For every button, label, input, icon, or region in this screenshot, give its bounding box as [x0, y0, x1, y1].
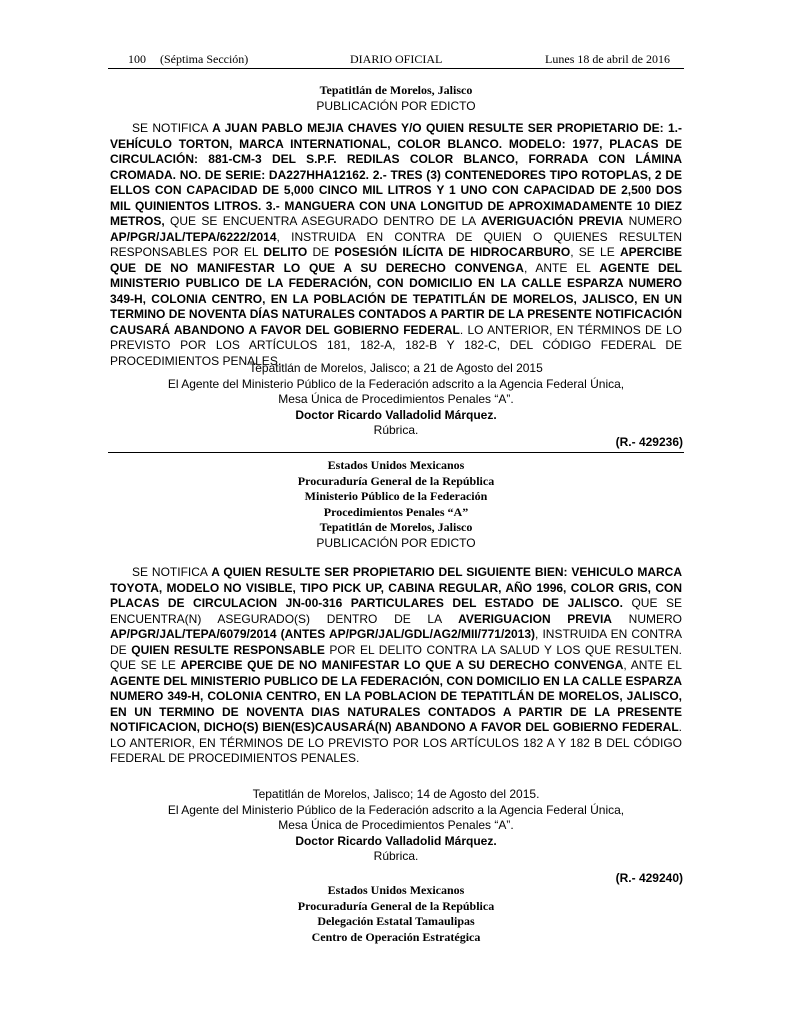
notice-separator-rule: [108, 452, 684, 453]
bold-text-run: APERCIBE QUE DE NO MANIFESTAR LO QUE A SU DERECHO CONVENGA: [180, 658, 624, 672]
text-run: , INSTRUIDA EN CONTRA DE QUIEN O QUIENES RESULTEN RESPONSABLES POR EL: [110, 229, 682, 259]
bold-text-run: A QUIEN RESULTE SER PROPIETARIO DEL SIGUIENTE BIEN: VEHICULO MARCA TOYOTA, MODELO NO VISIBLE, TIPO PICK UP, CABINA REGULAR, AÑO 1996, COLOR GRIS, CON PLACAS DE CIRCULACION JN-00-316 PARTICULARES DEL ESTADO DE JALISCO.: [110, 565, 683, 610]
notice-2-body: [110, 565, 682, 767]
newspaper-name: DIARIO OFICIAL: [350, 52, 443, 66]
notice-1-paragraph: [110, 121, 682, 369]
bold-text-run: AP/PGR/JAL/TEPA/6222/2014: [110, 229, 277, 244]
notice-2-agent-title: El Agente del Ministerio Público de la Federación adscrito a la Agencia Federal Única,: [167, 802, 625, 817]
notice-1-signature: [110, 361, 682, 439]
notice-2-heading-line: Tepatitlán de Morelos, Jalisco: [319, 520, 473, 534]
text-run: NUMERO: [623, 214, 682, 228]
text-run: . LO ANTERIOR, EN TÉRMINOS DE LO PREVISTO POR LOS ARTÍCULOS 182 A Y 182 B DEL CÓDIGO FEDERAL DE PROCEDIMIENTOS PENALES.: [110, 720, 682, 765]
notice-3-heading-line: Centro de Operación Estratégica: [311, 929, 481, 944]
notice-1-body: [110, 121, 682, 369]
text-run: SE NOTIFICA: [132, 565, 212, 579]
text-run: POR EL DELITO CONTRA LA SALUD Y LOS QUE RESULTEN. QUE SE LE: [110, 642, 682, 672]
bold-text-run: POSESIÓN ILÍCITA DE HIDROCARBURO: [334, 245, 571, 259]
notice-3-heading-line: Procuraduría General de la República: [297, 898, 495, 913]
notice-1-rubrica: Rúbrica.: [373, 423, 419, 437]
notice-2-signer: Doctor Ricardo Valladolid Márquez.: [295, 833, 497, 848]
notice-2-type: PUBLICACIÓN POR EDICTO: [316, 535, 476, 550]
text-run: SE NOTIFICA: [132, 121, 213, 135]
notice-1-desk: Mesa Única de Procedimientos Penales “A”.: [278, 392, 514, 406]
text-run: QUE SE ENCUENTRA ASEGURADO DENTRO DE LA: [164, 214, 481, 228]
notice-2-heading-line: Procedimientos Penales “A”: [323, 504, 469, 519]
bold-text-run: AVERIGUACIÓN PREVIA: [480, 214, 624, 228]
bold-text-run: AGENTE DEL MINISTERIO PUBLICO DE LA FEDERACIÓN, CON DOMICILIO EN LA CALLE ESPARZA NUMERO 349-H, COLONIA CENTRO, EN LA POBLACIÓN DE TEPATITLÁN DE MORELOS, JALISCO, EN UN TERMINO DE NOVENTA DÍAS NATURALES CONTADOS A PARTIR DE LA PRESENTE NOTIFICACIÓN CAUSARÁ ABANDONO A FAVOR DEL GOBIERNO FEDERAL: [110, 260, 682, 337]
text-run: QUE SE ENCUENTRA(N) ASEGURADO(S) DENTRO DE LA: [110, 596, 682, 626]
text-run: NUMERO: [611, 611, 683, 626]
notice-2-reference: (R.- 429240): [615, 871, 683, 885]
notice-2-heading-line: Estados Unidos Mexicanos: [327, 458, 465, 472]
notice-2-heading: [110, 458, 682, 551]
bold-text-run: APERCIBE QUE DE NO MANIFESTAR LO QUE A SU DERECHO CONVENGA: [110, 245, 683, 275]
bold-text-run: AP/PGR/JAL/TEPA/6079/2014 (ANTES AP/PGR/JAL/GDL/AG2/MII/771/2013): [110, 627, 536, 641]
text-run: , ANTE EL: [523, 260, 600, 275]
notice-1-heading: [110, 83, 682, 114]
notice-1-type: PUBLICACIÓN POR EDICTO: [316, 98, 476, 113]
issue-date: Lunes 18 de abril de 2016: [545, 52, 670, 66]
notice-1-agent-title: El Agente del Ministerio Público de la Federación adscrito a la Agencia Federal Única,: [167, 376, 625, 391]
page-number: 100: [128, 52, 146, 66]
notice-2-desk: Mesa Única de Procedimientos Penales “A”.: [278, 818, 514, 832]
text-run: DE: [307, 245, 335, 259]
notice-1-signer: Doctor Ricardo Valladolid Márquez.: [295, 407, 497, 422]
bold-text-run: A JUAN PABLO MEJIA CHAVES Y/O QUIEN RESULTE SER PROPIETARIO DE: 1.- VEHÍCULO TORTON, MARCA INTERNATIONAL, COLOR BLANCO. MODELO: 1977, PLACAS DE CIRCULACIÓN: 881-CM-3 DEL S.P.F. REDILAS COLOR BLANCO, FORRADA CON LÁMINA CROMADA. NO. DE SERIE: DA227HHA12162. 2.- TRES (3) CONTENEDORES TIPO ROTOPLAS, 2 DE ELLOS CON CAPACIDAD DE 5,000 CINCO MIL LITROS Y 1 UNO CON CAPACIDAD DE 2,500 DOS MIL QUINIENTOS LITROS. 3.- MANGUERA CON UNA LONGITUD DE APROXIMADAMENTE 10 DIEZ METROS,: [110, 121, 682, 228]
notice-3-heading-line: Estados Unidos Mexicanos: [327, 883, 465, 897]
notice-2-paragraph: [110, 565, 682, 767]
page-header: [128, 52, 670, 68]
bold-text-run: AGENTE DEL MINISTERIO PUBLICO DE LA FEDERACIÓN, CON DOMICILIO EN LA CALLE ESPARZA NUMERO 349-H, COLONIA CENTRO, EN LA POBLACION DE TEPATITLÁN DE MORELOS, JALISCO, EN UN TERMINO DE NOVENTA DIAS NATURALES CONTADOS A PARTIR DE LA PRESENTE NOTIFICACION, DICHO(S) BIEN(ES)CAUSARÁ(N) ABANDONO A FAVOR DEL GOBIERNO FEDERAL: [110, 673, 682, 734]
bold-text-run: AVERIGUACION PREVIA: [458, 611, 612, 626]
text-run: , SE LE: [570, 245, 620, 259]
notice-2-signature: [110, 787, 682, 865]
text-run: . LO ANTERIOR, EN TÉRMINOS DE LO PREVISTO POR LOS ARTÍCULOS 181, 182-A, 182-B Y 182-C, DEL CÓDIGO FEDERAL DE PROCEDIMIENTOS PENALES.: [110, 322, 682, 368]
text-run: , INSTRUIDA EN CONTRA DE: [110, 627, 683, 657]
header-rule: [108, 68, 684, 69]
notice-1-place: Tepatitlán de Morelos, Jalisco: [319, 83, 473, 97]
notice-1-dateline: Tepatitlán de Morelos, Jalisco; a 21 de Agosto del 2015: [249, 361, 543, 375]
notice-3-heading: [110, 883, 682, 945]
section-label: (Séptima Sección): [160, 52, 249, 66]
bold-text-run: DELITO: [263, 245, 308, 259]
notice-2-dateline: Tepatitlán de Morelos, Jalisco; 14 de Agosto del 2015.: [252, 787, 540, 801]
notice-2-heading-line: Procuraduría General de la República: [297, 473, 495, 488]
notice-2-rubrica: Rúbrica.: [373, 849, 419, 863]
notice-1-reference: (R.- 429236): [615, 435, 683, 449]
notice-3-heading-line: Delegación Estatal Tamaulipas: [317, 914, 475, 928]
bold-text-run: QUIEN RESULTE RESPONSABLE: [131, 642, 325, 657]
notice-2-heading-line: Ministerio Público de la Federación: [304, 489, 488, 503]
text-run: , ANTE EL: [623, 658, 682, 672]
